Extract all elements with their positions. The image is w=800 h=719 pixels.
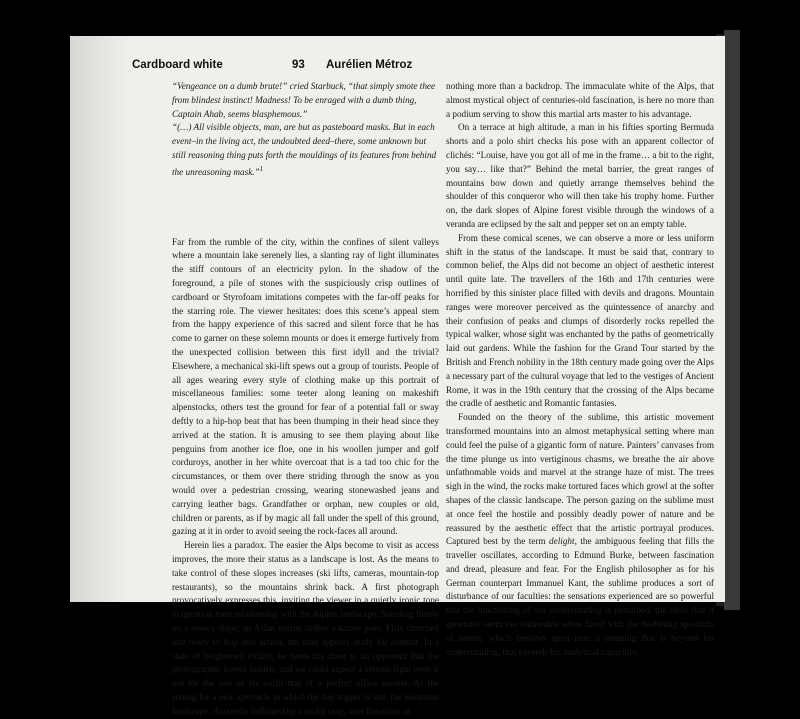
epigraph (172, 80, 439, 180)
body-paragraph-3: nothing more than a backdrop. The immaculate white of the Alps, that almost mystical object of centuries-old fascination, is here no more than a podium serving to show this martial arts master to his advantage. (446, 81, 714, 119)
header-author: Aurélien Métroz (326, 59, 413, 71)
page-gutter-shadow (70, 36, 130, 602)
body-paragraph-2: Herein lies a paradox. The easier the Alps become to visit as access improves, the more their status as a landscape is lost. As the means to take control of these slopes increases (ski lifts, cameras, mountain-top restaurants), so the mountains shrink back. A first photograph provocatively expresses this, inviting the viewer in a quietly ironic tone to question their relationship with the Alpine landscape. Standing firmly on a snowy slope, an Asian tourist strikes a karate pose. Fists clenched and ready to leap into action, the man appears ready for combat. In a state of heightened virility, he bares his chest to an opponent that the photographer leaves hidden, and we could expect a serious fight were it not for the rest of his outfit–that of a perfect office worker. As the setting for a new spectacle in which the day tripper is star, the mountain landscape, discreetly indicated by a rocky crag, now functions as (172, 540, 439, 716)
body-paragraph-6-end: , the ambiguous feeling that fills the traveller oscillates, according to Edmund Burke, between fascination and dread, pleasure and fear. For the English philosopher as for his German counterpart Immanuel Kant, the sublime produces a sort of disturbance of our faculties: the sensations experienced are so powerful that the functioning of our understanding is perturbed, the ideas that it generates seem too vulnerable when faced with the deafening spectacle of nature, which bestows upon man a meaning that is beyond his understanding, that exceeds his analytical capacities. (446, 536, 714, 657)
left-text-column (172, 80, 439, 719)
delight-term: delight (549, 536, 575, 547)
header-page-number: 93 (292, 59, 305, 71)
epigraph-quote-2 (172, 121, 439, 179)
body-paragraph-4: On a terrace at high altitude, a man in his fifties sporting Bermuda shorts and a polo shirt checks his pose with an apparent collector of clichés: “Louise, have you got all of me in the frame… a bit to the right, you say… like that?” Behind the metal barrier, the great ranges of mountains bow down and quietly arrange themselves behind the shoulder of this conqueror who will then take his trophy home. Further on, the dark slopes of Alpine forest visible through the windows of a veranda are eclipsed by the salt and pepper set on an empty table. (446, 122, 714, 229)
epigraph-quote-1: “Vengeance on a dumb brute!” cried Starbuck, “that simply smote thee from blindest instinct! Madness! To be enraged with a dumb thing, Captain Ahab, seems blasphemous.” (172, 81, 436, 119)
header-title: Cardboard white (132, 59, 223, 71)
body-paragraph-6 (446, 411, 714, 659)
footnote-marker: 1 (259, 164, 264, 173)
body-paragraph-6-start: Founded on the theory of the sublime, this artistic movement transformed mountains into an almost metaphysical setting where man could feel the pulse of a gigantic form of nature. Painters’ canvases from the time plunge us into vertiginous chasms, we breathe the air above unfathomable voids and marvel at the strange haze of mist. The trees sigh in the wind, the rocks make tortured faces which growl at the softer shapes of the classic landscape. The person gazing on the sublime must at once feel the hostile and possibly deadly power of nature and be reassured by the aesthetic effect that the artistic portrayal produces. Captured best by the term (446, 412, 714, 547)
running-header (132, 59, 462, 75)
right-text-column (446, 80, 714, 659)
book-cover-edge (724, 30, 740, 610)
body-paragraph-5: From these comical scenes, we can observe a more or less uniform shift in the status of the landscape. It must be said that, contrary to common belief, the Alps did not become an object of aesthetic interest until quite late. The travellers of the 16th and 17th centuries were horrified by this sinister place filled with devils and dragons. Mountain ranges were moreover perceived as the quintessence of anarchy and their confusion of peaks and clumps of disorderly rocks repelled the typical walker, whose sight was enchanted by the paths of geometrically laid out gardens. While the fashion for the Grand Tour started by the British and French nobility in the 18th century made going over the Alps a necessary part of the cultural voyage that led to the vestiges of Ancient Rome, it was in the 19th century that the crossing of the Alps became the cradle of aesthetic and Romantic fantasies. (446, 232, 714, 409)
body-paragraph-1: Far from the rumble of the city, within the confines of silent valleys where a mountain lake serenely lies, a slanting ray of light illuminates the stiff contours of an electricity pylon. In the shadow of the foreground, a pile of stones with the suspiciously crisp outlines of cardboard or Styrofoam imitations competes with the far-off peaks for the starring role. The viewer hesitates: does this scene’s appeal stem from the happy experience of this sacred and silent force that he has come to garner on these solemn mounts or does it emerge furtively from the unexpected collision between this first idyll and the trivial? Elsewhere, a mechanical ski-lift spews out a group of tourists. People of all ages wearing every style of clothing make up this portrait of miscellaneous families: some teeter along leaning on makeshift alpenstocks, others test the ground for fear of a potential fall or sway deftly to a hip-hop beat that has been thumping in their head since they arrived at the station. It is amusing to see them playing about like penguins from another ice floe, one in his woollen jumper and golf corduroys, another in her white overcoat that is a tad too chic for the circumstances, or them over there striding through the snow as you would over a pedestrian crossing, wearing stonewashed jeans and carrying leather bags. Grandfather or orphan, new couples or old, children or parents, as if by magic all fall under the spell of this ground, gazing at it in order to avoid seeing the rock-faces all around. (172, 236, 439, 537)
epigraph-quote-2-text: “(…) All visible objects, man, are but as pasteboard masks. But in each event–in the living act, the undoubted deed–there, some unknown but still reasoning thing puts forth the mouldings of its features from behind the unreasoning mask.” (172, 122, 437, 177)
